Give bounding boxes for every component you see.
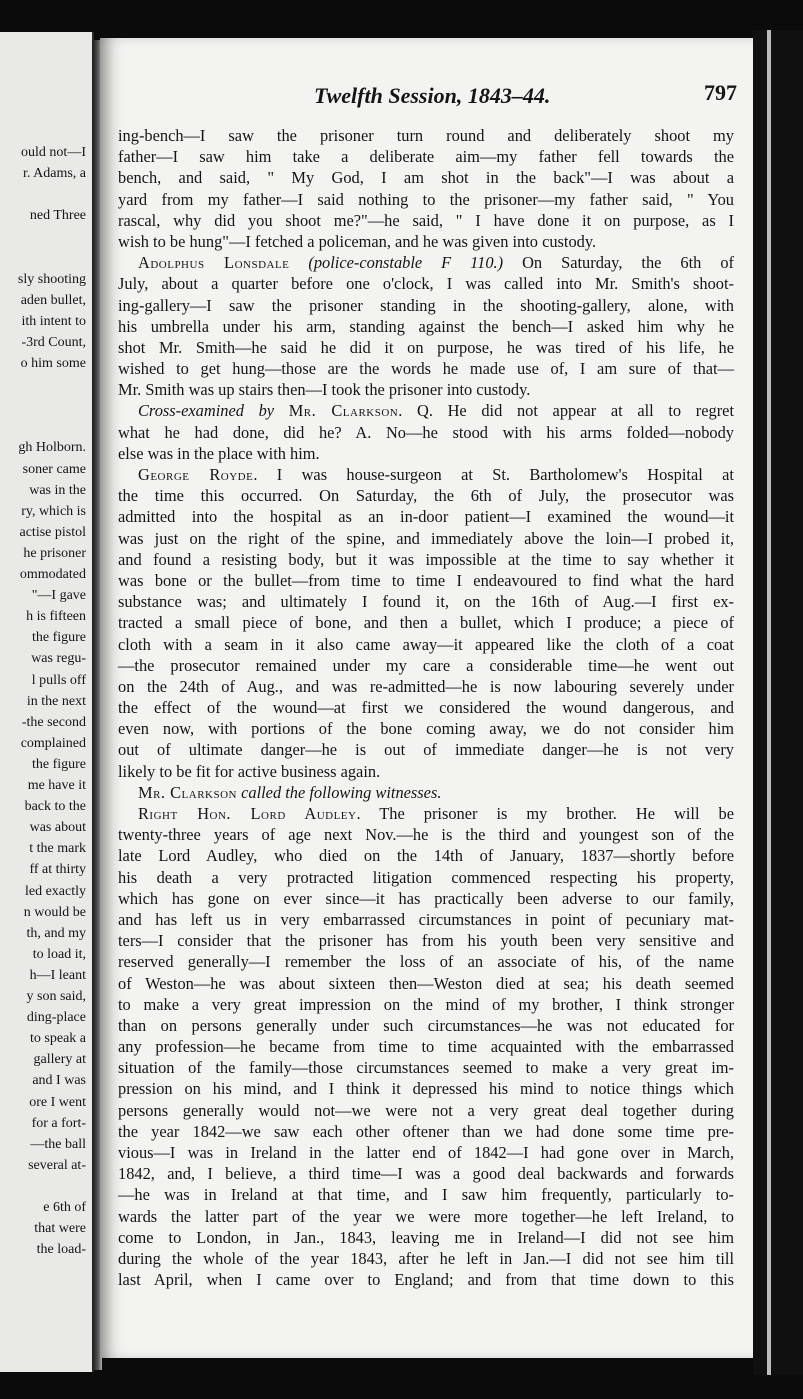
text-line: was just on the right of the spine, and immediately above the loin—I probed it, [118,528,734,548]
text-line: situation of the family—those circumstances seemed to make a very great im- [118,1058,734,1078]
text-line: his umbrella under his arm, standing against the bench—I asked him why he [118,316,734,336]
facing-page-fragment: in the next [26,693,86,709]
witness-heading-lonsdale [118,252,734,273]
facing-page-fragment: back to the [24,799,86,815]
counsel-name: Mr. Clarkson [138,782,237,802]
text-line: ters—I consider that the prisoner has from his youth been very sensitive and [118,931,734,951]
facing-page-fragment: aden bullet, [20,292,86,308]
text-line: vious—I was in Ireland in the latter end of 1842—I had gone over in March, [118,1143,734,1162]
text-line: substance was; and ultimately I found it, on the 16th of Aug.—I first ex- [118,592,734,612]
facing-page-fragment: —the ball [30,1136,86,1152]
text-line: likely to be fit for active business again. [118,761,381,781]
text-line: last April, when I came over to England; and from that time down to this [118,1270,734,1290]
facing-page-fragment: the figure [31,630,86,646]
running-title: Twelfth Session, 1843–44. [314,83,551,108]
text-line: out of ultimate danger—he is out of immediate danger—he is not very [118,740,734,760]
text-line: rascal, why did you shoot me?"—he said, " I have done it on purpose, as I [118,210,734,230]
facing-page-fragment: and I was [32,1073,86,1089]
text-line: wards the latter part of the year we were more together—he left Ireland, to [118,1206,734,1226]
text-line: on the 24th of Aug., and was re-admitted—he is now labouring severely under [118,676,734,696]
facing-page-fragment: ding-place [26,1010,86,1026]
text-line: . Q. He did not appear at all to regret [398,401,734,421]
facing-page-fragment: me have it [27,778,86,793]
facing-page-fragment: ould not—I [21,145,86,160]
edge-strip [767,30,771,1375]
facing-page-fragment: soner came [22,461,86,477]
facing-page-fragment: to load it, [32,946,86,962]
facing-page-fragment: r. Adams, a [23,166,86,182]
text-line: and has left us in very embarrassed circumstances in point of pecuniary mat- [118,909,734,929]
facing-page-fragment: sly shooting [17,271,86,287]
witness-heading-audley [118,803,734,824]
text-line: shot Mr. Smith—he said he did it on purpose, he was tired of his life, he [118,337,734,357]
text-line: cloth with a seam in it also came away—it appeared like the cloth of a coat [118,634,734,654]
text-line: to make a very great impression on the mind of my brother, I think stronger [118,994,734,1014]
facing-page-fragment: ith intent to [21,313,86,329]
text-line: any profession—he became from time to time acquainted with the embarrassed [118,1037,734,1057]
text-line: twenty-three years of age next Nov.—he is the third and youngest son of the [118,825,734,845]
text-line: July, about a quarter before one o'clock, I was called into Mr. Smith's shoot- [118,274,734,294]
witness-heading-royde [118,464,734,485]
text-line: 1842, and, I believe, a third time—I was a good deal backwards and forwards [118,1164,734,1184]
text-line: reserved generally—I remember the loss of an associate of his, of the name [118,952,734,972]
facing-page-fragment: -the second [21,714,86,730]
text-line: the effect of the wound—at first we considered the wound dangerous, and [118,698,734,718]
text-line: Mr. Smith was up stairs then—I took the prisoner into custody. [118,380,531,400]
text-line: yard from my father—I said nothing to the prisoner—my father said, " You [118,189,734,209]
text-line [118,1290,734,1311]
text-line: admitted into the hospital as an in-door patient—I examined the wound—it [118,507,734,527]
facing-page [0,32,94,1372]
text-line: ing-bench—I saw the prisoner turn round and deliberately shoot my [118,126,734,145]
text-line: during the whole of the year 1843, after he left in Jan.—I did not see him till [118,1248,734,1268]
text-line: tracted a small piece of bone, and then a bullet, which I produce; a piece of [118,613,734,633]
facing-page-fragment: gallery at [33,1052,86,1068]
facing-page-fragment: h is fifteen [26,609,86,625]
text-line: his death a very protracted litigation commenced respecting his property, [118,867,734,887]
facing-page-fragment: ff at thirty [29,862,86,878]
text-line: pression on his mind, and I think it depressed his mind to notice things which [118,1079,734,1099]
facing-page-fragment: n would be [23,904,86,920]
text-line: the time this occurred. On Saturday, the 6th of July, the prosecutor was [118,486,734,506]
facing-page-fragment: actise pistol [19,524,86,540]
facing-page-fragment: gh Holborn. [18,440,86,456]
text-line: . The prisoner is my brother. He will be [356,804,734,823]
text-line: On Saturday, the 6th of [503,253,734,273]
witness-name: Right Hon. Lord Audley [138,804,357,823]
facing-page-fragment: complained [20,735,86,751]
facing-page-fragment: ommodated [19,567,86,582]
facing-page-fragment: was regu- [31,651,86,667]
text-line: persons generally would not—we were not a very great deal together during [118,1100,734,1120]
text-line: what he had done, did he? A. No—he stood with his arms folded—nobody [118,422,734,442]
text-line: wished to get hung—those are the words he made use of, I am sure of that— [118,359,734,379]
facing-page-fragment: he prisoner [23,545,86,561]
witnesses-note: called the following witnesses. [241,782,442,802]
witness-name: Adolphus Lonsdale [138,253,290,273]
page-header [100,80,745,112]
facing-page-fragment: the load- [36,1242,86,1258]
facing-page-fragment: y son said, [26,989,86,1004]
facing-page-fragment: was about [29,820,86,836]
text-line: . I was house-surgeon at St. Bartholomew's Hospital at [253,465,734,484]
facing-page-fragment: h—I leant [29,967,86,983]
text-line: bench, and said, " My God, I am shot in the back"—I was about a [118,168,734,188]
facing-page-fragment: o him some [20,356,86,371]
facing-page-fragment: ned Three [29,208,86,224]
facing-page-fragment: was in the [29,482,86,498]
counsel-name: Mr. Clarkson [288,401,399,421]
text-line: and found a resisting body, but it was impossible at the time to say whether it [118,549,734,569]
text-line: wish to be hung"—I fetched a policeman, and he was given into custody. [118,231,597,251]
cross-examination-heading [118,400,734,421]
facing-page-fragment: to speak a [30,1031,86,1047]
text-line: than on persons generally under such circumstances—he was not educated for [118,1015,734,1035]
facing-page-fragment: -3rd Count, [21,334,86,350]
page-number: 797 [704,80,737,105]
text-line: even now, with portions of the bone coming away, we do not consider him [118,719,734,739]
facing-page-fragment: "—I gave [31,588,86,604]
cross-label: Cross-examined by [138,401,275,421]
witness-role: (police-constable F 110.) [308,253,504,273]
text-line: —he was in Ireland at that time, and I saw him frequently, particularly to- [118,1185,734,1205]
page-edge [753,30,803,1375]
facing-page-fragment: several at- [28,1157,86,1173]
text-line: ing-gallery—I saw the prisoner standing in the shooting-gallery, alone, with [118,295,734,315]
facing-page-fragment: that were [34,1221,86,1237]
facing-page-fragment: th, and my [26,925,86,941]
witness-name: George Royde [138,465,254,484]
text-line: which has gone on ever since—it has practically been adverse to our family, [118,888,734,908]
facing-page-fragment: for a fort- [31,1115,86,1131]
facing-page-fragment: the figure [31,756,86,772]
body-text [118,125,734,1312]
text-line: of Weston—he was about sixteen then—Weston died at sea; his death seemed [118,973,734,993]
facing-page-fragment: t the mark [29,841,86,857]
text-line: was bone or the bullet—from time to time I endeavoured to find what the hard [118,570,734,590]
facing-page-fragment: ore I went [29,1094,86,1110]
text-line: —the prosecutor remained under my care a considerable time—he went out [118,655,734,675]
text-line: the year 1842—we saw each other oftener than we had done some time pre- [118,1121,734,1141]
text-line: come to London, in Jan., 1843, leaving me in Ireland—I did not see him [118,1227,734,1247]
text-line: else was in the place with him. [118,443,320,463]
text-line: father—I saw him take a deliberate aim—my father fell towards the [118,147,734,167]
facing-page-fragment: led exactly [24,883,86,899]
text-line: late Lord Audley, who died on the 14th of January, 1837—shortly before [118,846,734,866]
facing-page-fragment: l pulls off [31,672,86,688]
facing-page-fragment: ry, which is [21,503,86,519]
facing-page-fragment: e 6th of [43,1200,86,1215]
witnesses-heading [118,782,734,803]
